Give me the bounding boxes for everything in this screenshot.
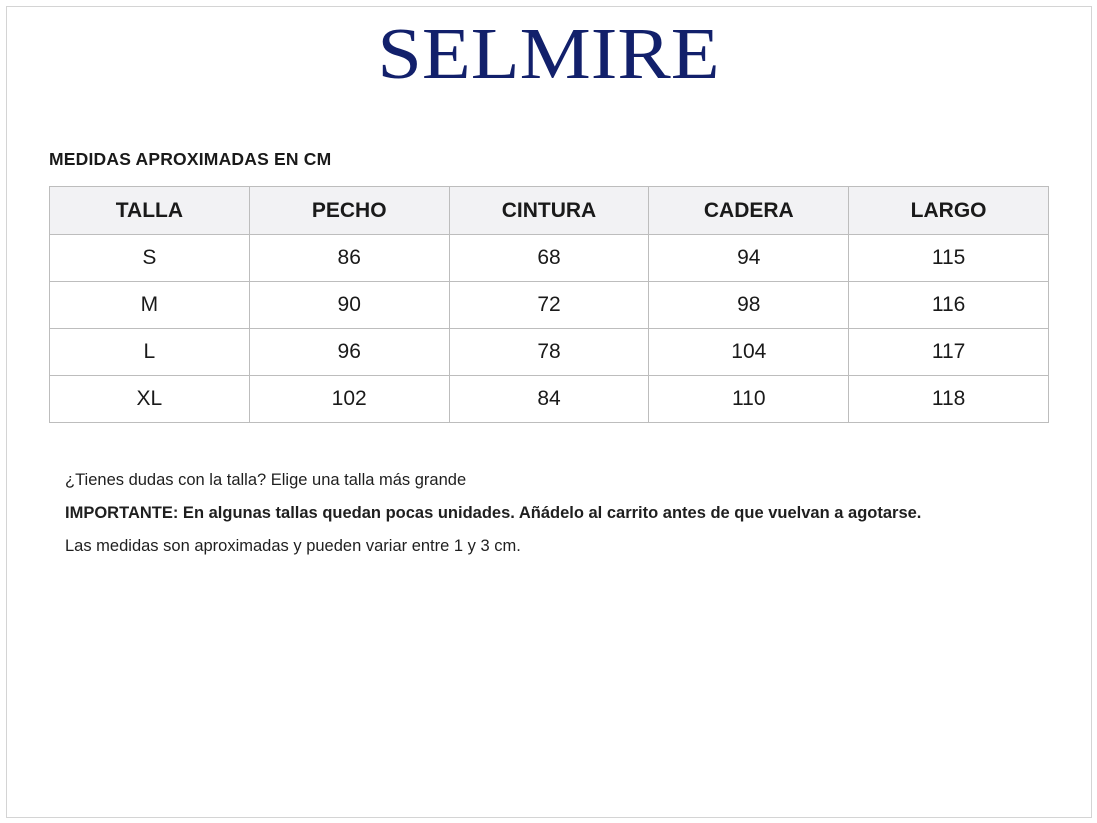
table-cell: 117 <box>849 329 1049 376</box>
table-cell: 94 <box>649 235 849 282</box>
table-header-row <box>50 187 1049 235</box>
column-header-cintura: CINTURA <box>449 187 649 235</box>
table-cell: 68 <box>449 235 649 282</box>
column-header-cadera: CADERA <box>649 187 849 235</box>
table-cell: 110 <box>649 376 849 423</box>
table-row <box>50 329 1049 376</box>
section-title: MEDIDAS APROXIMADAS EN CM <box>49 149 332 169</box>
table-row <box>50 282 1049 329</box>
size-table <box>49 186 1049 423</box>
table-cell: 72 <box>449 282 649 329</box>
table-row <box>50 376 1049 423</box>
table-cell: 78 <box>449 329 649 376</box>
column-header-largo: LARGO <box>849 187 1049 235</box>
important-notice: IMPORTANTE: En algunas tallas quedan pocas unidades. Añádelo al carrito antes de que vuelvan a agotarse. <box>65 504 922 522</box>
size-tip-text: ¿Tienes dudas con la talla? Elige una talla más grande <box>65 471 467 489</box>
table-row <box>50 235 1049 282</box>
brand-logo: SELMIRE <box>377 13 720 95</box>
table-cell: L <box>50 329 250 376</box>
table-cell: M <box>50 282 250 329</box>
table-cell: 98 <box>649 282 849 329</box>
column-header-pecho: PECHO <box>249 187 449 235</box>
table-cell: 90 <box>249 282 449 329</box>
table-cell: 104 <box>649 329 849 376</box>
table-cell: S <box>50 235 250 282</box>
table-cell: 115 <box>849 235 1049 282</box>
table-cell: 118 <box>849 376 1049 423</box>
table-cell: 86 <box>249 235 449 282</box>
column-header-talla: TALLA <box>50 187 250 235</box>
table-cell: 116 <box>849 282 1049 329</box>
table-cell: XL <box>50 376 250 423</box>
table-cell: 84 <box>449 376 649 423</box>
notes <box>65 470 921 569</box>
measurement-disclaimer: Las medidas son aproximadas y pueden variar entre 1 y 3 cm. <box>65 537 521 555</box>
table-cell: 102 <box>249 376 449 423</box>
table-cell: 96 <box>249 329 449 376</box>
